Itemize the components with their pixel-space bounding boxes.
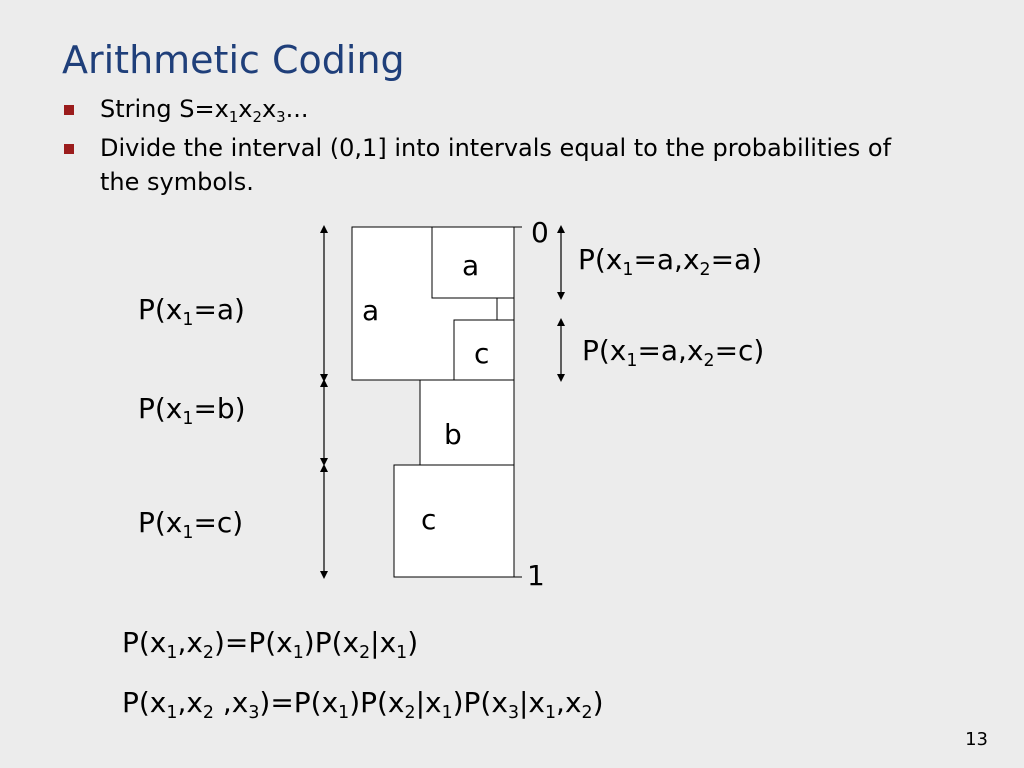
bullet-text-prefix: String S=x (100, 95, 229, 123)
label-p-x1-a-x2-c: $P(x_1=a,x_2=c)$ (582, 334, 765, 372)
subscript: 2 (252, 108, 262, 127)
bullet-text-part: x (261, 95, 277, 123)
box-label-b: b (444, 418, 462, 451)
bullet-text-suffix: ... (285, 95, 309, 123)
box-label-c: c (421, 503, 437, 536)
box-b-inner (497, 298, 514, 320)
axis-label-bottom: 1 (527, 559, 545, 592)
label-p-x1-a-x2-a: $P(x_1=a,x_2=a)$ (578, 243, 763, 281)
box-c (394, 465, 514, 577)
label-p-x1-b: $P(x_1=b)$ (138, 392, 246, 430)
box-label-a-outer: a (362, 294, 380, 327)
box-b (420, 380, 514, 465)
bullet-text: Divide the interval (0,1] into intervals equal to the probabilities of the symbols. (100, 134, 892, 196)
slide-title: Arithmetic Coding (62, 38, 405, 82)
formula-joint-three: $P(x_1,x_2$ $,x_3)=P(x_1)P(x_2|x_1)P(x_3|x_1,x_2)$ (122, 686, 604, 724)
box-label-a-inner: a (462, 249, 480, 282)
page-number: 13 (965, 729, 988, 750)
axis-label-top: 0 (531, 216, 549, 249)
box-label-c-inner: c (474, 337, 490, 370)
formula-joint-two: $P(x_1,x_2)=P(x_1)P(x_2|x_1)$ (122, 626, 419, 664)
subscript: 3 (276, 108, 286, 127)
bullet-text-part: x (238, 95, 253, 123)
label-p-x1-a: $P(x_1=a)$ (138, 293, 245, 331)
subscript: 1 (228, 108, 239, 127)
label-p-x1-c: $P(x_1=c)$ (138, 506, 244, 544)
